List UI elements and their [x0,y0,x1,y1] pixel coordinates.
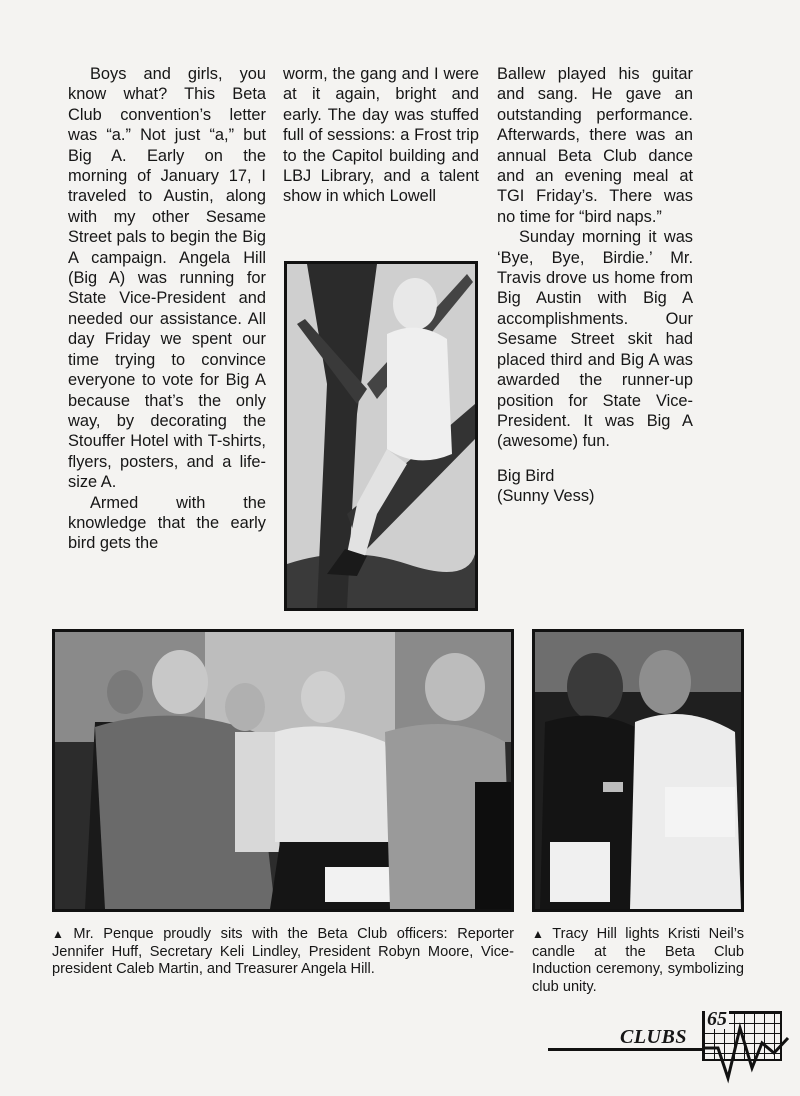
caption-text: Mr. Penque proudly sits with the Beta Club officers: Reporter Jennifer Huff, Secretary Keli Lindley, President Robyn Moore, Vice-president Caleb Martin, and Treasurer Angela Hill. [52,926,514,978]
article-paragraph: worm, the gang and I were at it again, bright and early. The day was stuffed full of sessions: a Frost trip to the Capitol building and LBJ Library, and a talent show in which Lowell [283,65,479,206]
candle-caption [532,926,744,996]
article-paragraph: Armed with the knowledge that the early bird gets the [68,493,266,553]
caption-marker: ▲ [52,927,70,941]
candle-photo-image [535,632,741,909]
article-paragraph: Boys and girls, you know what? This Beta Club convention’s letter was “a.” Not just “a,” but Big A. Early on the morning of January 17, I traveled to Austin, along with my other Sesame Street pals to begin the Big A campaign. Angela Hill (Big A) was running for State Vice-President and needed our assistance. All day Friday we spent our time trying to convince everyone to vote for Big A because that’s the only way, by decorating the Stouffer Hotel with T-shirts, flyers, posters, and a life-size A. [68,65,266,492]
article-paragraph: Sunday morning it was ‘Bye, Bye, Birdie.’ Mr. Travis drove us home from Big Austin with Big A accomplishments. Our Sesame Street skit had placed third and Big A was awarded the runner-up position for State Vice-President. It was Big A (awesome) fun. [497,228,693,451]
byline-name: Big Bird [497,466,555,485]
officers-caption [52,926,514,979]
officers-photo [52,629,514,912]
section-label: CLUBS [620,1026,687,1048]
article-column-1 [68,64,266,554]
tree-photo [284,261,478,611]
page-number: 65 [707,1008,727,1030]
caption-marker: ▲ [532,927,549,941]
article-paragraph: Ballew played his guitar and sang. He gave an outstanding performance. Afterwards, there was an annual Beta Club dance and an evening meal at TGI Friday’s. There was no time for “bird naps.” [497,65,693,226]
officers-photo-image [55,632,511,909]
byline [497,466,693,507]
article-column-2 [283,64,479,207]
byline-author: (Sunny Vess) [497,487,595,506]
article-column-3 [497,64,693,507]
candle-photo [532,629,744,912]
tree-photo-image [287,264,475,608]
caption-text: Tracy Hill lights Kristi Neil’s candle at the Beta Club Induction ceremony, symbolizing club unity. [532,926,744,995]
